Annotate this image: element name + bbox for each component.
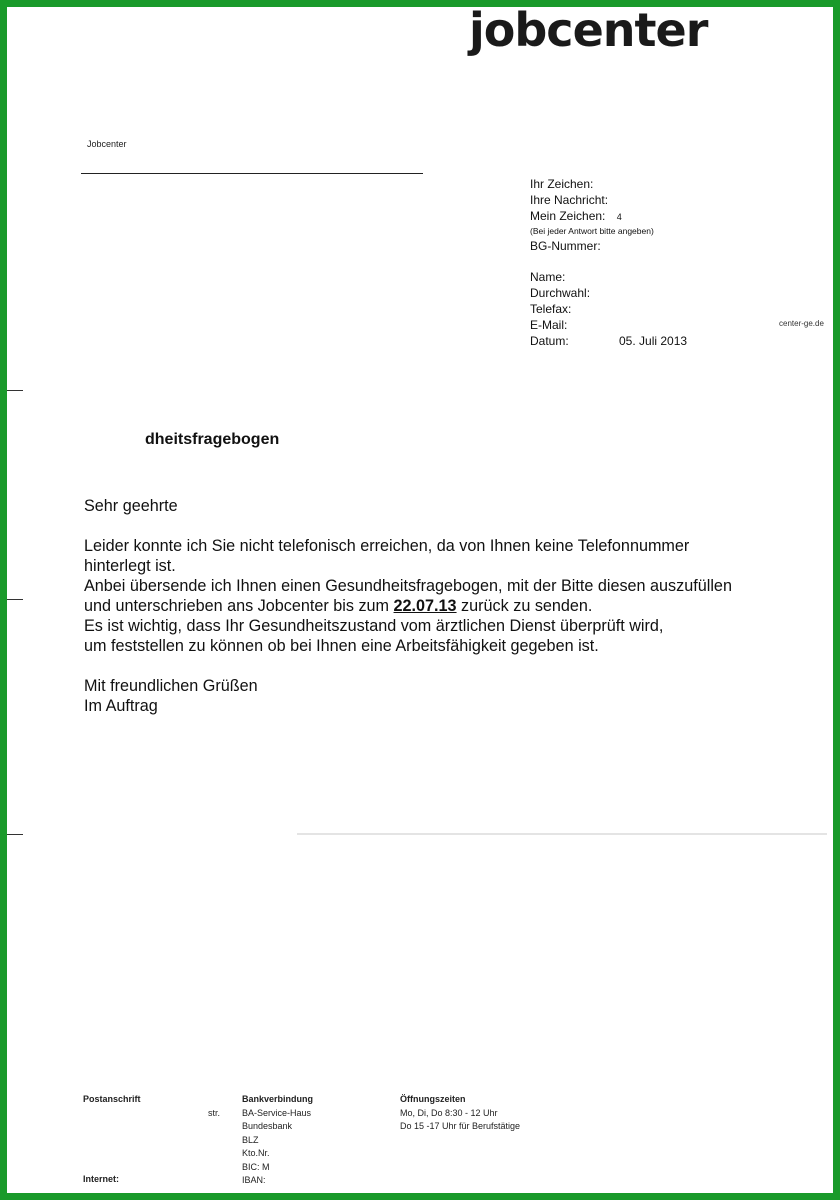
ihr-zeichen-label: Ihr Zeichen:: [530, 177, 594, 191]
bank-line: BLZ: [242, 1134, 259, 1145]
bank-line: BIC: M: [242, 1161, 270, 1172]
bank-heading: Bankverbindung: [242, 1094, 314, 1104]
salutation: Sehr geehrte: [84, 497, 178, 515]
hours-line: Mo, Di, Do 8:30 - 12 Uhr: [400, 1107, 498, 1118]
durchwahl-label: Durchwahl:: [530, 286, 591, 300]
hours-heading: Öffnungszeiten: [400, 1094, 466, 1104]
letter-page: [7, 7, 833, 1193]
fold-mark: [7, 390, 23, 391]
body-line: Es ist wichtig, dass Ihr Gesundheitszustand vom ärztlichen Dienst überprüft wird,: [84, 617, 664, 635]
footer-oeffnungszeiten: [400, 1093, 520, 1134]
footer-postanschrift: [83, 1093, 141, 1107]
email-value: center-ge.de: [779, 319, 824, 328]
body-line: um feststellen zu können ob bei Ihnen eine Arbeitsfähigkeit gegeben ist.: [84, 637, 599, 655]
bank-line: Bundesbank: [242, 1121, 293, 1131]
reference-note: (Bei jeder Antwort bitte angeben): [530, 226, 654, 236]
mein-zeichen-row: [530, 208, 654, 225]
ihre-nachricht-label: Ihre Nachricht:: [530, 193, 609, 207]
letter-body: [84, 496, 814, 716]
body-line: hinterlegt ist.: [84, 557, 176, 575]
letter-subject: dheitsfragebogen: [145, 431, 280, 448]
deadline-date: 22.07.13: [393, 597, 457, 615]
jobcenter-logo: jobcenter: [469, 7, 708, 57]
sender-line: Jobcenter: [87, 139, 127, 149]
mein-zeichen-value: 4: [616, 212, 622, 222]
datum-value: 05. Juli 2013: [619, 334, 688, 348]
footer-bankverbindung: [242, 1093, 313, 1188]
punch-mark: [7, 599, 23, 600]
datum-row: [530, 333, 688, 349]
closing-auftrag: Im Auftrag: [84, 697, 158, 715]
bank-line: BA-Service-Haus: [242, 1107, 312, 1118]
body-line-prefix: und unterschrieben ans Jobcenter bis zum: [84, 597, 394, 615]
reference-block: [530, 176, 688, 349]
body-line: Leider konnte ich Sie nicht telefonisch erreichen, da von Ihnen keine Telefonnummer: [84, 537, 690, 555]
address-window-line: [81, 173, 423, 174]
internet-heading: Internet:: [83, 1174, 119, 1184]
bank-line: IBAN:: [242, 1175, 266, 1185]
fold-mark: [7, 834, 23, 835]
body-line-deadline: [84, 596, 814, 616]
email-label: E-Mail:: [530, 318, 568, 332]
postanschrift-street: str.: [208, 1108, 221, 1118]
postanschrift-heading: Postanschrift: [83, 1094, 141, 1104]
closing: Mit freundlichen Grüßen: [84, 677, 258, 695]
hours-line: Do 15 -17 Uhr für Berufstätige: [400, 1121, 521, 1131]
name-label: Name:: [530, 270, 566, 284]
scan-artifact: [297, 833, 827, 835]
bank-line: Kto.Nr.: [242, 1148, 270, 1158]
body-line: Anbei übersende ich Ihnen einen Gesundheitsfragebogen, mit der Bitte diesen auszufüllen: [84, 577, 732, 595]
bg-nummer-label: BG-Nummer:: [530, 239, 601, 253]
datum-label: Datum:: [530, 334, 569, 348]
body-line-suffix: zurück zu senden.: [456, 597, 593, 615]
telefax-label: Telefax:: [530, 302, 572, 316]
mein-zeichen-label: Mein Zeichen:: [530, 209, 606, 223]
